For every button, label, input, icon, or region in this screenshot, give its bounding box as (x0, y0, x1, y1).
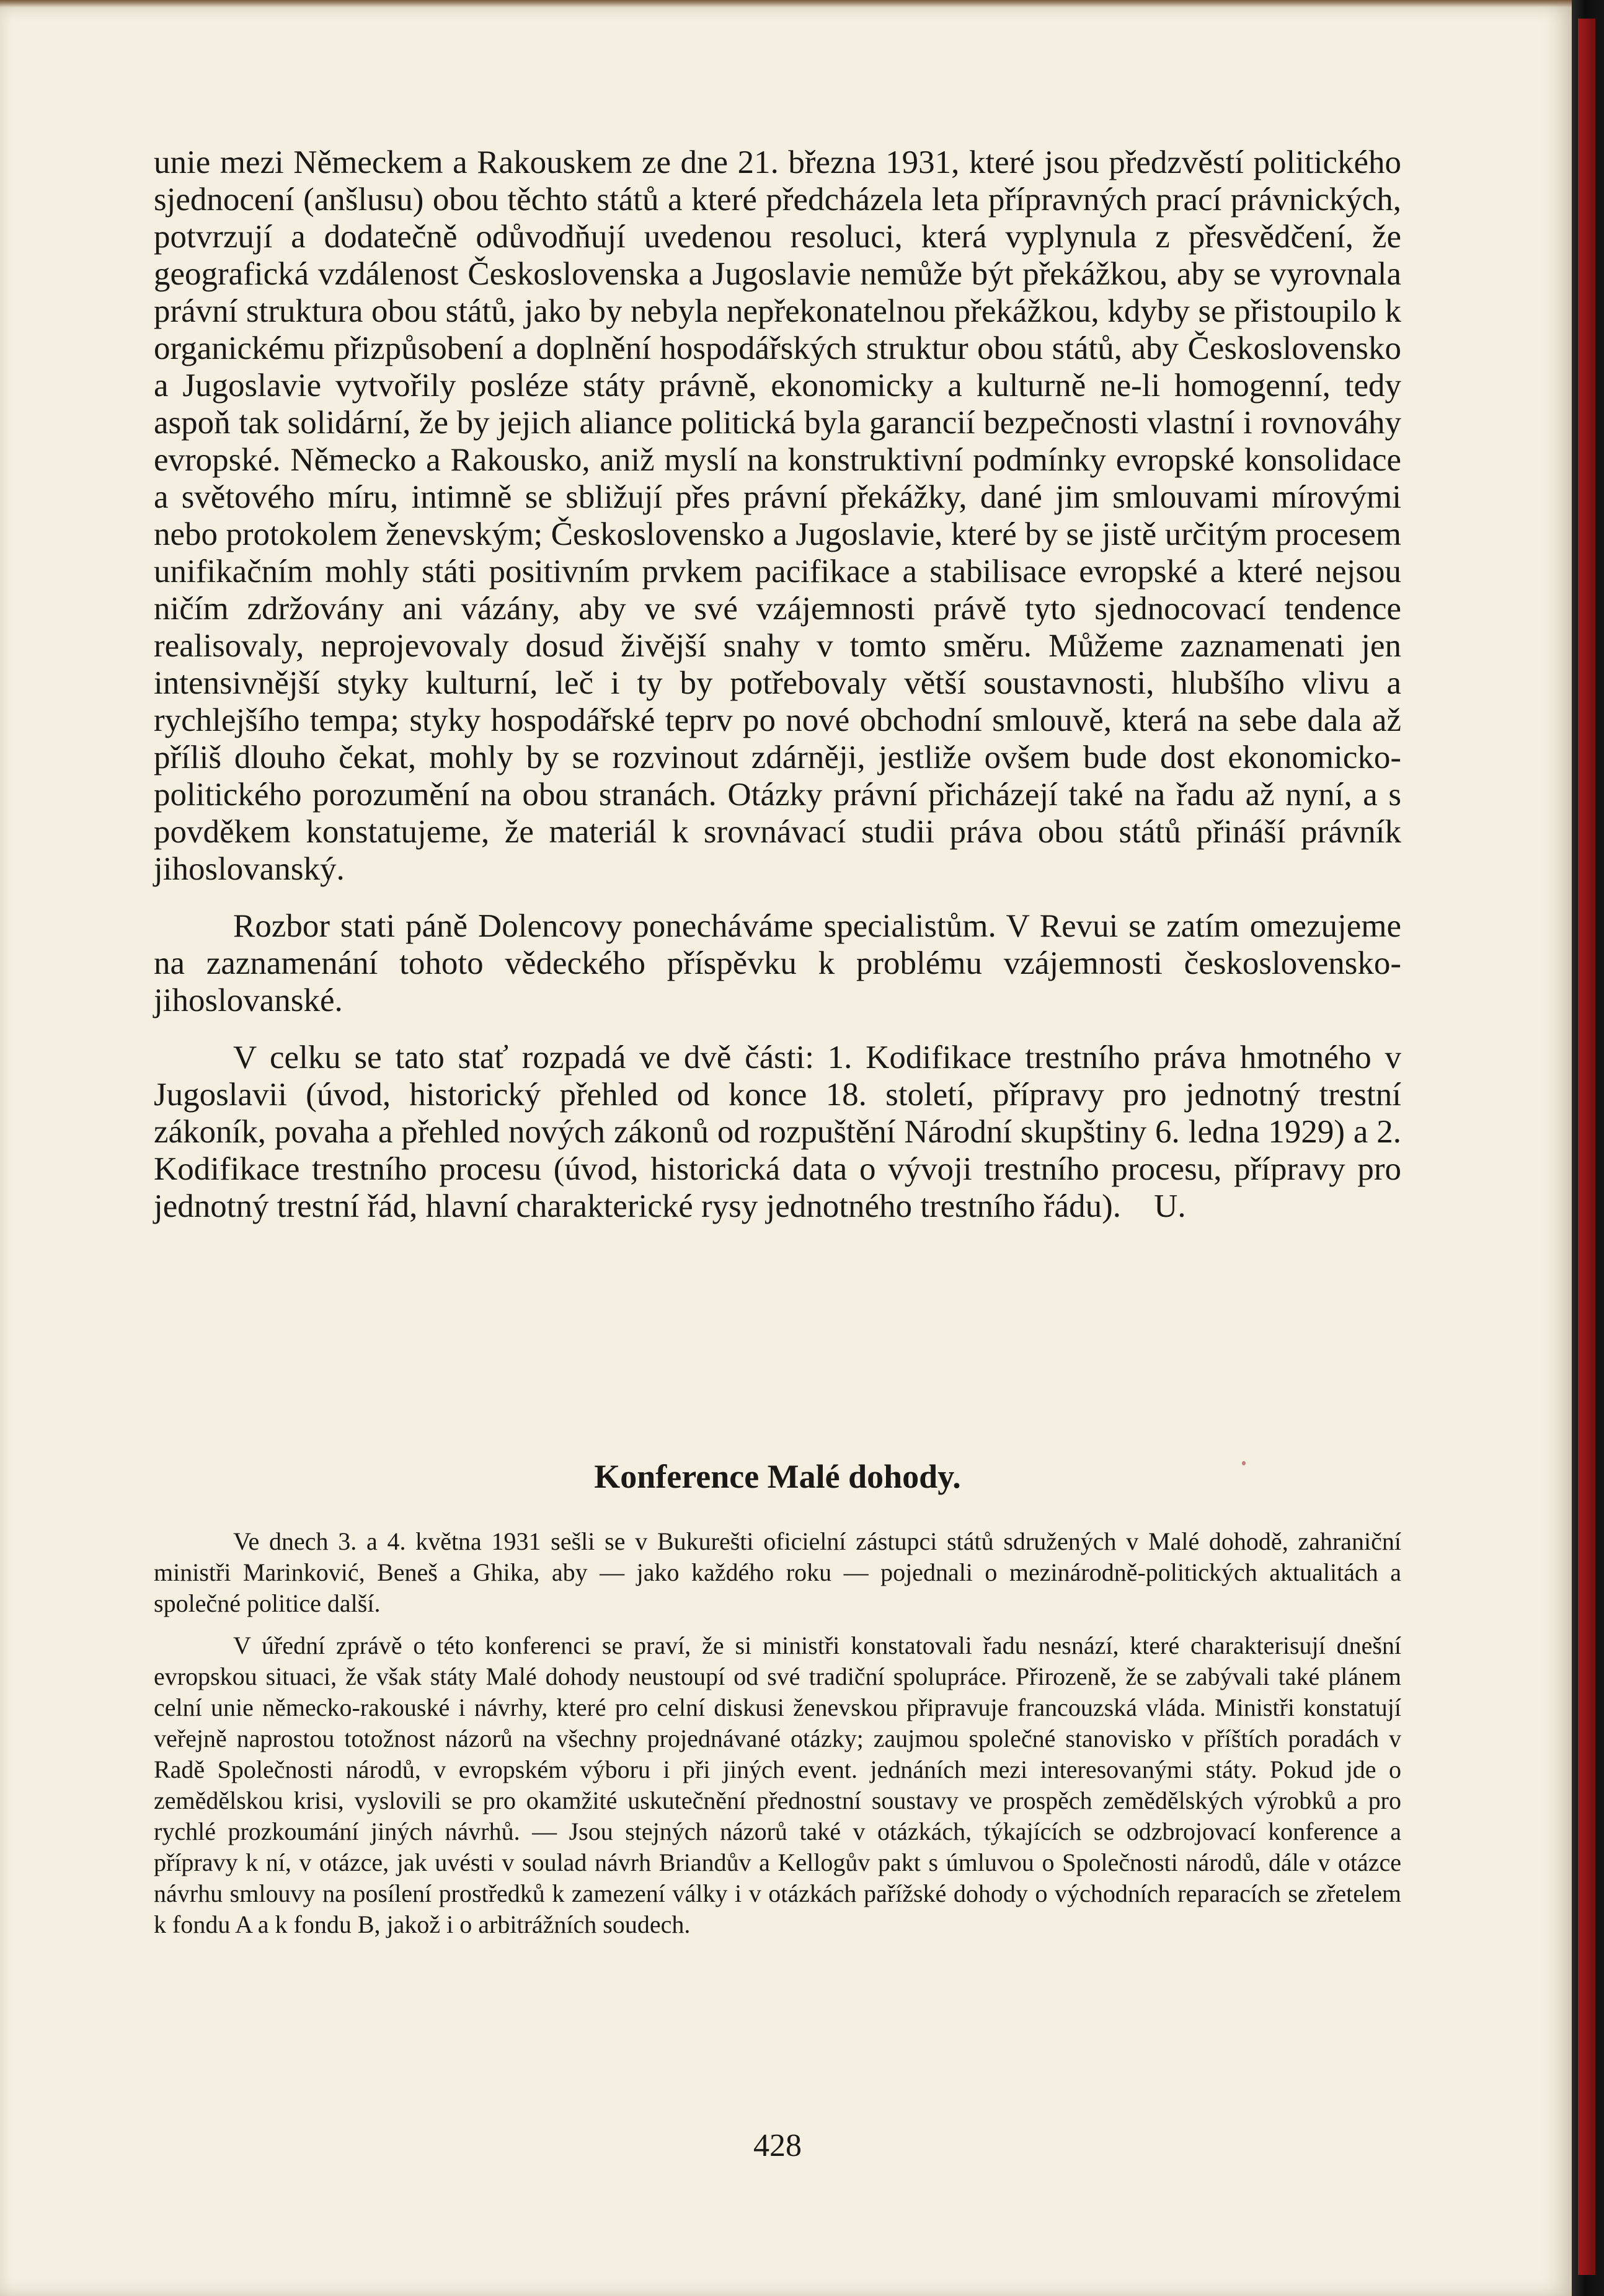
main-paragraph-1: unie mezi Německem a Rakouskem ze dne 21. března 1931, které jsou předzvěstí politického sjednocení (anšlusu) obou těchto států a které předcházela leta přípravných prací právnických, potvrzují a dodatečně odůvodňují uvedenou resoluci, která vyplynula z přesvědčení, že geografická vzdálenost Československa a Jugoslavie nemůže být překážkou, aby se vyrovnala právní struktura obou států, jako by nebyla nepřekonatelnou překážkou, kdyby se přistoupilo k organickému přizpůsobení a doplnění hospodářských struktur obou států, aby Československo a Jugoslavie vytvořily posléze státy právně, ekonomicky a kulturně ne-li homogenní, tedy aspoň tak solidární, že by jejich aliance politická byla garancií bezpečnosti vlastní i rovnováhy evropské. Německo a Rakousko, aniž myslí na konstruktivní podmínky evropské konsolidace a světového míru, intimně se sbližují přes právní překážky, dané jim smlouvami mírovými nebo protokolem ženevským; Československo a Jugoslavie, které by se jistě určitým procesem unifikačním mohly státi positivním prvkem pacifikace a stabilisace evropské a které nejsou ničím zdržovány ani vázány, aby ve své vzájemnosti právě tyto sjednocovací tendence realisovaly, neprojevovaly dosud živější snahy v tomto směru. Můžeme zaznamenati jen intensivnější styky kulturní, leč i ty by potřebovaly větší soustavnosti, hlubšího vlivu a rychlejšího tempa; styky hospodářské teprv po nové obchodní smlouvě, která na sebe dala až příliš dlouho čekat, mohly by se rozvinout zdárněji, jestliže ovšem bude dost ekonomicko-politického porozumění na obou stranách. Otázky právní přicházejí také na řadu až nyní, a s povděkem konstatujeme, že materiál k srovnávací studii práva obou států přináší právník jihoslovanský. (154, 144, 1401, 887)
main-paragraph-3-text: V celku se tato stať rozpadá ve dvě části: 1. Kodifikace trestního práva hmotného v Jugoslavii (úvod, historický přehled od konce 18. století, přípravy pro jednotný trestní zákoník, povaha a přehled nových zákonů od rozpuštění Národní skupštiny 6. ledna 1929) a 2. Kodifikace trestního procesu (úvod, historická data o vývoji trestního procesu, přípravy pro jednotný trestní řád, hlavní charakterické rysy jednotného trestního řádu). (154, 1040, 1401, 1224)
author-initial: U. (1154, 1188, 1186, 1224)
paper-speck (1242, 1461, 1246, 1465)
section-body (154, 1526, 1401, 1940)
section-heading: Konference Malé dohody. (594, 1458, 961, 1495)
book-spine-strip (1578, 19, 1595, 2275)
main-paragraph-2: Rozbor stati páně Dolencovy ponecháváme specialistům. V Revui se zatím omezujeme na zaznamenání tohoto vědeckého příspěvku k problému vzájemnosti československo-jihoslovanské. (154, 908, 1401, 1018)
main-paragraph-3 (154, 1039, 1401, 1225)
section-paragraph-2: V úřední zprávě o této konferenci se praví, že si ministři konstatovali řadu nesnází, které charakterisují dnešní evropskou situaci, že však státy Malé dohody neustoupí od své tradiční spolupráce. Přirozeně, že se zabývali také plánem celní unie německo-rakouské i návrhy, které pro celní diskusi ženevskou připravuje francouzská vláda. Ministři konstatují veřejně naprostou totožnost názorů na všechny projednávané otázky; zaujmou společné stanovisko v příštích poradách v Radě Společnosti národů, v evropském výboru i při jiných event. jednáních mezi interesovanými státy. Pokud jde o zemědělskou krisi, vyslovili se pro okamžité uskutečnění přednostní soustavy ve prospěch zemědělských výrobků a pro rychlé prozkoumání jiných návrhů. — Jsou stejných názorů také v otázkách, týkajících se odzbrojovací konference a přípravy k ní, v otázce, jak uvésti v soulad návrh Briandův a Kellogův pakt s úmluvou o Společnosti národů, dále v otázce návrhu smlouvy na posílení prostředků k zamezení války i v otázkách pařížské dohody o východních reparacích se zřetelem k fondu A a k fondu B, jakož i o arbitrážních soudech. (154, 1631, 1401, 1938)
main-article-text (154, 144, 1401, 1225)
page-number: 428 (753, 2128, 802, 2163)
section-paragraph-1: Ve dnech 3. a 4. května 1931 sešli se v Bukurešti oficielní zástupci států sdružených v Malé dohodě, zahraniční ministři Marinković, Beneš a Ghika, aby — jako každého roku — pojednali o mezinárodně-politických aktualitách a společné politice další. (154, 1527, 1401, 1617)
